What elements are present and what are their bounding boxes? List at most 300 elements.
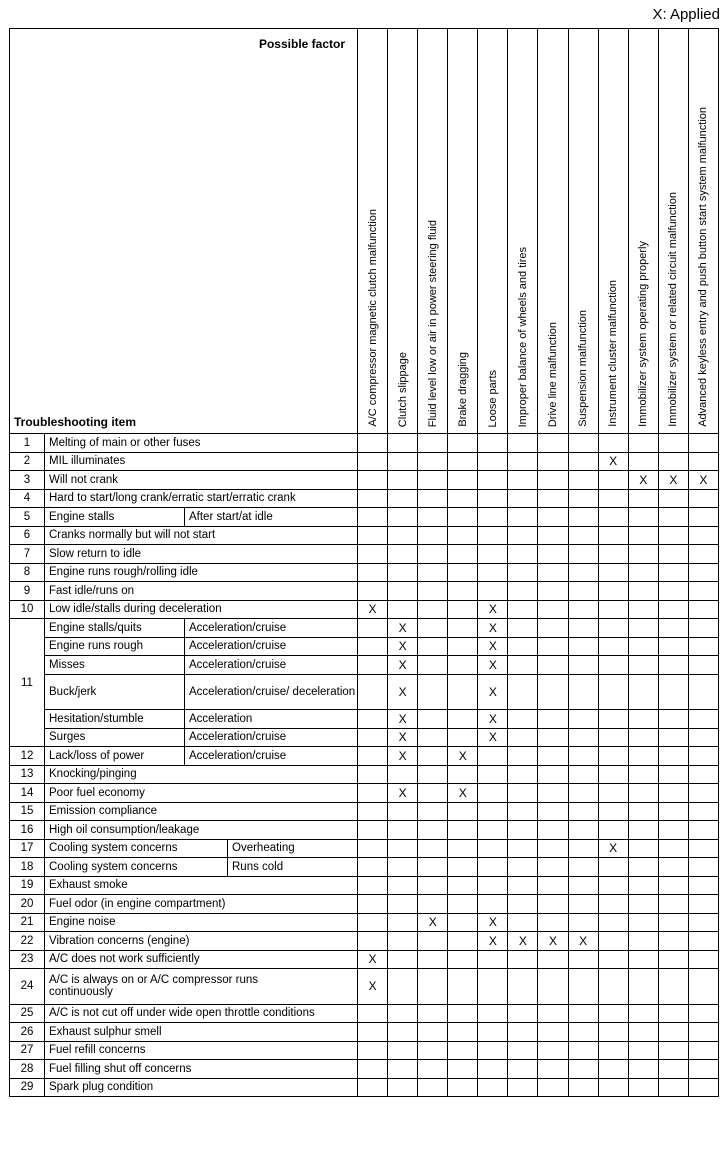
mark-cell bbox=[538, 489, 568, 508]
mark-cell bbox=[568, 802, 598, 821]
mark-cell bbox=[598, 710, 628, 729]
mark-cell bbox=[538, 876, 568, 895]
mark-cell bbox=[598, 471, 628, 490]
factor-label: Fluid level low or air in power steering fluid bbox=[426, 219, 439, 427]
mark-cell bbox=[478, 526, 508, 545]
mark-cell bbox=[388, 802, 418, 821]
mark-cell bbox=[598, 1004, 628, 1023]
table-row bbox=[10, 489, 719, 508]
mark-cell bbox=[628, 821, 658, 840]
mark-cell bbox=[568, 563, 598, 582]
mark-cell bbox=[538, 582, 568, 601]
table-row bbox=[10, 932, 719, 951]
mark-cell bbox=[688, 656, 718, 675]
mark-cell bbox=[568, 452, 598, 471]
mark-cell bbox=[628, 950, 658, 969]
row-number: 23 bbox=[10, 950, 45, 969]
mark-cell bbox=[358, 1078, 388, 1097]
mark-cell: X bbox=[388, 674, 418, 710]
mark-cell bbox=[388, 969, 418, 1005]
row-item: Cranks normally but will not start bbox=[45, 526, 358, 545]
row-item: Knocking/pinging bbox=[45, 765, 358, 784]
mark-cell: X bbox=[388, 728, 418, 747]
mark-cell bbox=[688, 489, 718, 508]
mark-cell bbox=[358, 1004, 388, 1023]
mark-cell bbox=[598, 434, 628, 453]
mark-cell bbox=[538, 969, 568, 1005]
factor-header-10 bbox=[658, 29, 688, 434]
factor-header-2 bbox=[418, 29, 448, 434]
mark-cell: X bbox=[388, 747, 418, 766]
mark-cell bbox=[418, 619, 448, 638]
mark-cell bbox=[628, 858, 658, 877]
mark-cell bbox=[418, 637, 448, 656]
mark-cell bbox=[658, 1023, 688, 1042]
mark-cell bbox=[628, 747, 658, 766]
mark-cell bbox=[628, 489, 658, 508]
mark-cell bbox=[418, 471, 448, 490]
mark-cell bbox=[658, 1004, 688, 1023]
row-item: Exhaust smoke bbox=[45, 876, 358, 895]
mark-cell bbox=[508, 858, 538, 877]
mark-cell bbox=[568, 895, 598, 914]
mark-cell bbox=[688, 508, 718, 527]
mark-cell bbox=[358, 619, 388, 638]
mark-cell bbox=[358, 452, 388, 471]
mark-cell bbox=[448, 876, 478, 895]
mark-cell bbox=[448, 619, 478, 638]
mark-cell bbox=[688, 821, 718, 840]
mark-cell bbox=[358, 434, 388, 453]
row-item: Slow return to idle bbox=[45, 545, 358, 564]
mark-cell bbox=[508, 765, 538, 784]
mark-cell: X bbox=[478, 637, 508, 656]
mark-cell bbox=[688, 913, 718, 932]
row-condition: Acceleration/cruise bbox=[185, 747, 358, 766]
mark-cell bbox=[448, 969, 478, 1005]
row-item: Engine stalls bbox=[45, 508, 185, 527]
row-number: 8 bbox=[10, 563, 45, 582]
table-row bbox=[10, 508, 719, 527]
mark-cell bbox=[688, 895, 718, 914]
mark-cell bbox=[658, 674, 688, 710]
mark-cell bbox=[568, 858, 598, 877]
mark-cell bbox=[568, 1023, 598, 1042]
mark-cell bbox=[508, 1004, 538, 1023]
mark-cell: X bbox=[388, 710, 418, 729]
mark-cell bbox=[358, 765, 388, 784]
mark-cell bbox=[598, 1060, 628, 1079]
table-row bbox=[10, 821, 719, 840]
row-condition: Acceleration/cruise/ deceleration bbox=[185, 674, 358, 710]
row-item: Engine stalls/quits bbox=[45, 619, 185, 638]
mark-cell bbox=[538, 656, 568, 675]
mark-cell bbox=[388, 489, 418, 508]
mark-cell bbox=[688, 619, 718, 638]
mark-cell bbox=[508, 545, 538, 564]
mark-cell bbox=[508, 489, 538, 508]
factor-header-1 bbox=[388, 29, 418, 434]
mark-cell bbox=[688, 950, 718, 969]
row-condition: Acceleration/cruise bbox=[185, 656, 358, 675]
mark-cell bbox=[448, 656, 478, 675]
table-row bbox=[10, 728, 719, 747]
mark-cell bbox=[538, 452, 568, 471]
mark-cell bbox=[688, 858, 718, 877]
row-number: 15 bbox=[10, 802, 45, 821]
row-number: 29 bbox=[10, 1078, 45, 1097]
table-body bbox=[10, 434, 719, 1097]
row-item: Fast idle/runs on bbox=[45, 582, 358, 601]
mark-cell bbox=[658, 728, 688, 747]
mark-cell bbox=[538, 471, 568, 490]
mark-cell bbox=[538, 545, 568, 564]
mark-cell: X bbox=[538, 932, 568, 951]
row-item: Spark plug condition bbox=[45, 1078, 358, 1097]
table-row bbox=[10, 471, 719, 490]
mark-cell bbox=[388, 950, 418, 969]
factor-label: Loose parts bbox=[486, 369, 499, 427]
factor-label: Drive line malfunction bbox=[547, 321, 559, 427]
table-row bbox=[10, 913, 719, 932]
row-item: Engine noise bbox=[45, 913, 358, 932]
mark-cell bbox=[598, 582, 628, 601]
mark-cell bbox=[538, 637, 568, 656]
mark-cell bbox=[388, 600, 418, 619]
mark-cell bbox=[388, 1078, 418, 1097]
mark-cell bbox=[448, 600, 478, 619]
mark-cell bbox=[478, 876, 508, 895]
mark-cell bbox=[688, 802, 718, 821]
mark-cell bbox=[628, 1060, 658, 1079]
mark-cell bbox=[538, 765, 568, 784]
mark-cell bbox=[508, 582, 538, 601]
table-row bbox=[10, 582, 719, 601]
mark-cell bbox=[628, 637, 658, 656]
mark-cell bbox=[628, 802, 658, 821]
factor-header-6 bbox=[538, 29, 568, 434]
mark-cell bbox=[508, 895, 538, 914]
mark-cell bbox=[478, 969, 508, 1005]
mark-cell bbox=[658, 526, 688, 545]
row-condition: Acceleration/cruise bbox=[185, 637, 358, 656]
factor-label: Immobilizer system operating properly bbox=[637, 241, 650, 427]
row-item: A/C is not cut off under wide open throttle conditions bbox=[45, 1004, 358, 1023]
mark-cell bbox=[358, 489, 388, 508]
row-number: 4 bbox=[10, 489, 45, 508]
row-number: 13 bbox=[10, 765, 45, 784]
mark-cell bbox=[478, 1023, 508, 1042]
row-item: Fuel filling shut off concerns bbox=[45, 1060, 358, 1079]
mark-cell bbox=[568, 950, 598, 969]
mark-cell bbox=[448, 1060, 478, 1079]
row-item: A/C is always on or A/C compressor runs continuously bbox=[45, 969, 358, 1005]
table-row bbox=[10, 802, 719, 821]
mark-cell bbox=[448, 637, 478, 656]
mark-cell: X bbox=[358, 600, 388, 619]
mark-cell bbox=[508, 1078, 538, 1097]
mark-cell: X bbox=[478, 600, 508, 619]
mark-cell bbox=[628, 728, 658, 747]
mark-cell bbox=[628, 839, 658, 858]
mark-cell bbox=[688, 1023, 718, 1042]
mark-cell bbox=[538, 1023, 568, 1042]
row-item: Melting of main or other fuses bbox=[45, 434, 358, 453]
mark-cell bbox=[448, 452, 478, 471]
mark-cell bbox=[568, 1060, 598, 1079]
mark-cell bbox=[388, 876, 418, 895]
mark-cell: X bbox=[478, 619, 508, 638]
mark-cell: X bbox=[388, 637, 418, 656]
mark-cell bbox=[388, 839, 418, 858]
mark-cell bbox=[658, 563, 688, 582]
mark-cell bbox=[658, 765, 688, 784]
mark-cell bbox=[418, 452, 448, 471]
mark-cell bbox=[568, 489, 598, 508]
mark-cell bbox=[628, 656, 658, 675]
mark-cell bbox=[658, 1060, 688, 1079]
mark-cell bbox=[358, 637, 388, 656]
mark-cell bbox=[598, 821, 628, 840]
mark-cell bbox=[508, 637, 538, 656]
mark-cell bbox=[418, 489, 448, 508]
mark-cell bbox=[448, 932, 478, 951]
mark-cell bbox=[568, 1078, 598, 1097]
mark-cell bbox=[478, 1041, 508, 1060]
mark-cell: X bbox=[448, 784, 478, 803]
mark-cell bbox=[418, 839, 448, 858]
mark-cell bbox=[688, 674, 718, 710]
mark-cell bbox=[628, 563, 658, 582]
factor-label: Immobilizer system or related circuit malfunction bbox=[667, 192, 680, 427]
mark-cell bbox=[358, 821, 388, 840]
mark-cell bbox=[658, 932, 688, 951]
mark-cell bbox=[628, 1023, 658, 1042]
mark-cell bbox=[658, 895, 688, 914]
mark-cell bbox=[508, 563, 538, 582]
mark-cell bbox=[598, 1078, 628, 1097]
mark-cell bbox=[508, 821, 538, 840]
mark-cell bbox=[688, 839, 718, 858]
table-row bbox=[10, 895, 719, 914]
mark-cell bbox=[448, 434, 478, 453]
mark-cell bbox=[478, 858, 508, 877]
mark-cell bbox=[688, 434, 718, 453]
row-condition: Runs cold bbox=[228, 858, 358, 877]
mark-cell bbox=[358, 802, 388, 821]
mark-cell bbox=[688, 582, 718, 601]
mark-cell bbox=[658, 858, 688, 877]
mark-cell bbox=[598, 619, 628, 638]
mark-cell bbox=[418, 1060, 448, 1079]
mark-cell bbox=[448, 1004, 478, 1023]
mark-cell bbox=[658, 1041, 688, 1060]
mark-cell bbox=[418, 1023, 448, 1042]
mark-cell bbox=[358, 728, 388, 747]
mark-cell bbox=[628, 932, 658, 951]
mark-cell bbox=[358, 710, 388, 729]
mark-cell: X bbox=[418, 913, 448, 932]
row-condition: Overheating bbox=[228, 839, 358, 858]
mark-cell bbox=[508, 508, 538, 527]
table-row bbox=[10, 563, 719, 582]
row-number: 3 bbox=[10, 471, 45, 490]
mark-cell bbox=[358, 656, 388, 675]
mark-cell bbox=[478, 508, 508, 527]
mark-cell bbox=[688, 1004, 718, 1023]
mark-cell bbox=[598, 858, 628, 877]
mark-cell bbox=[448, 563, 478, 582]
mark-cell: X bbox=[478, 913, 508, 932]
mark-cell bbox=[388, 913, 418, 932]
mark-cell bbox=[598, 765, 628, 784]
mark-cell bbox=[628, 784, 658, 803]
mark-cell: X bbox=[358, 950, 388, 969]
mark-cell bbox=[478, 895, 508, 914]
mark-cell bbox=[508, 728, 538, 747]
mark-cell bbox=[418, 765, 448, 784]
mark-cell bbox=[598, 563, 628, 582]
mark-cell bbox=[358, 471, 388, 490]
mark-cell bbox=[358, 526, 388, 545]
row-item: Vibration concerns (engine) bbox=[45, 932, 358, 951]
mark-cell bbox=[598, 895, 628, 914]
factor-header-5 bbox=[508, 29, 538, 434]
mark-cell bbox=[508, 802, 538, 821]
mark-cell bbox=[598, 747, 628, 766]
mark-cell bbox=[508, 452, 538, 471]
mark-cell bbox=[568, 674, 598, 710]
mark-cell bbox=[658, 876, 688, 895]
table-row bbox=[10, 950, 719, 969]
mark-cell bbox=[418, 932, 448, 951]
mark-cell bbox=[418, 434, 448, 453]
table-row bbox=[10, 765, 719, 784]
mark-cell bbox=[448, 674, 478, 710]
table-row bbox=[10, 784, 719, 803]
troubleshooting-item-heading: Troubleshooting item bbox=[14, 415, 136, 429]
mark-cell bbox=[628, 619, 658, 638]
mark-cell bbox=[508, 471, 538, 490]
mark-cell bbox=[568, 839, 598, 858]
mark-cell bbox=[388, 452, 418, 471]
mark-cell bbox=[388, 765, 418, 784]
mark-cell bbox=[448, 526, 478, 545]
mark-cell bbox=[628, 710, 658, 729]
mark-cell bbox=[508, 950, 538, 969]
mark-cell bbox=[418, 1041, 448, 1060]
mark-cell bbox=[688, 600, 718, 619]
mark-cell: X bbox=[388, 619, 418, 638]
row-number: 22 bbox=[10, 932, 45, 951]
table-row bbox=[10, 545, 719, 564]
mark-cell bbox=[388, 526, 418, 545]
row-number: 21 bbox=[10, 913, 45, 932]
mark-cell bbox=[688, 876, 718, 895]
factor-label: Brake dragging bbox=[456, 352, 469, 427]
mark-cell bbox=[448, 710, 478, 729]
mark-cell bbox=[388, 1023, 418, 1042]
mark-cell bbox=[508, 1041, 538, 1060]
mark-cell bbox=[538, 895, 568, 914]
mark-cell bbox=[358, 876, 388, 895]
mark-cell bbox=[568, 582, 598, 601]
row-number: 7 bbox=[10, 545, 45, 564]
mark-cell bbox=[418, 600, 448, 619]
mark-cell bbox=[658, 950, 688, 969]
mark-cell bbox=[658, 582, 688, 601]
mark-cell: X bbox=[478, 656, 508, 675]
mark-cell bbox=[688, 784, 718, 803]
mark-cell bbox=[478, 1060, 508, 1079]
row-condition: Acceleration/cruise bbox=[185, 728, 358, 747]
mark-cell bbox=[658, 452, 688, 471]
mark-cell: X bbox=[478, 932, 508, 951]
mark-cell bbox=[448, 913, 478, 932]
mark-cell bbox=[418, 747, 448, 766]
mark-cell bbox=[448, 471, 478, 490]
table-row bbox=[10, 1060, 719, 1079]
mark-cell bbox=[538, 1004, 568, 1023]
mark-cell bbox=[388, 858, 418, 877]
row-number: 18 bbox=[10, 858, 45, 877]
mark-cell bbox=[508, 434, 538, 453]
mark-cell bbox=[418, 876, 448, 895]
mark-cell bbox=[538, 950, 568, 969]
mark-cell bbox=[688, 765, 718, 784]
mark-cell bbox=[508, 747, 538, 766]
mark-cell bbox=[658, 434, 688, 453]
row-item: Misses bbox=[45, 656, 185, 675]
mark-cell bbox=[598, 489, 628, 508]
mark-cell bbox=[628, 674, 658, 710]
mark-cell bbox=[478, 1004, 508, 1023]
mark-cell bbox=[358, 563, 388, 582]
mark-cell bbox=[418, 728, 448, 747]
mark-cell bbox=[418, 674, 448, 710]
mark-cell bbox=[388, 582, 418, 601]
mark-cell bbox=[628, 434, 658, 453]
row-item: Poor fuel economy bbox=[45, 784, 358, 803]
mark-cell bbox=[448, 728, 478, 747]
mark-cell bbox=[448, 582, 478, 601]
mark-cell bbox=[628, 895, 658, 914]
mark-cell bbox=[358, 932, 388, 951]
row-item: Hard to start/long crank/erratic start/erratic crank bbox=[45, 489, 358, 508]
mark-cell bbox=[358, 858, 388, 877]
mark-cell bbox=[568, 526, 598, 545]
mark-cell bbox=[598, 913, 628, 932]
row-number: 14 bbox=[10, 784, 45, 803]
header-corner-cell bbox=[10, 29, 358, 434]
mark-cell bbox=[358, 545, 388, 564]
mark-cell bbox=[658, 545, 688, 564]
row-item: Buck/jerk bbox=[45, 674, 185, 710]
mark-cell bbox=[658, 600, 688, 619]
mark-cell bbox=[628, 969, 658, 1005]
factor-header-9 bbox=[628, 29, 658, 434]
mark-cell bbox=[658, 802, 688, 821]
mark-cell bbox=[568, 765, 598, 784]
table-row bbox=[10, 637, 719, 656]
mark-cell bbox=[658, 913, 688, 932]
mark-cell: X bbox=[388, 656, 418, 675]
mark-cell bbox=[448, 1023, 478, 1042]
mark-cell bbox=[448, 1041, 478, 1060]
row-item: Cooling system concerns bbox=[45, 858, 228, 877]
mark-cell bbox=[688, 637, 718, 656]
mark-cell bbox=[598, 637, 628, 656]
